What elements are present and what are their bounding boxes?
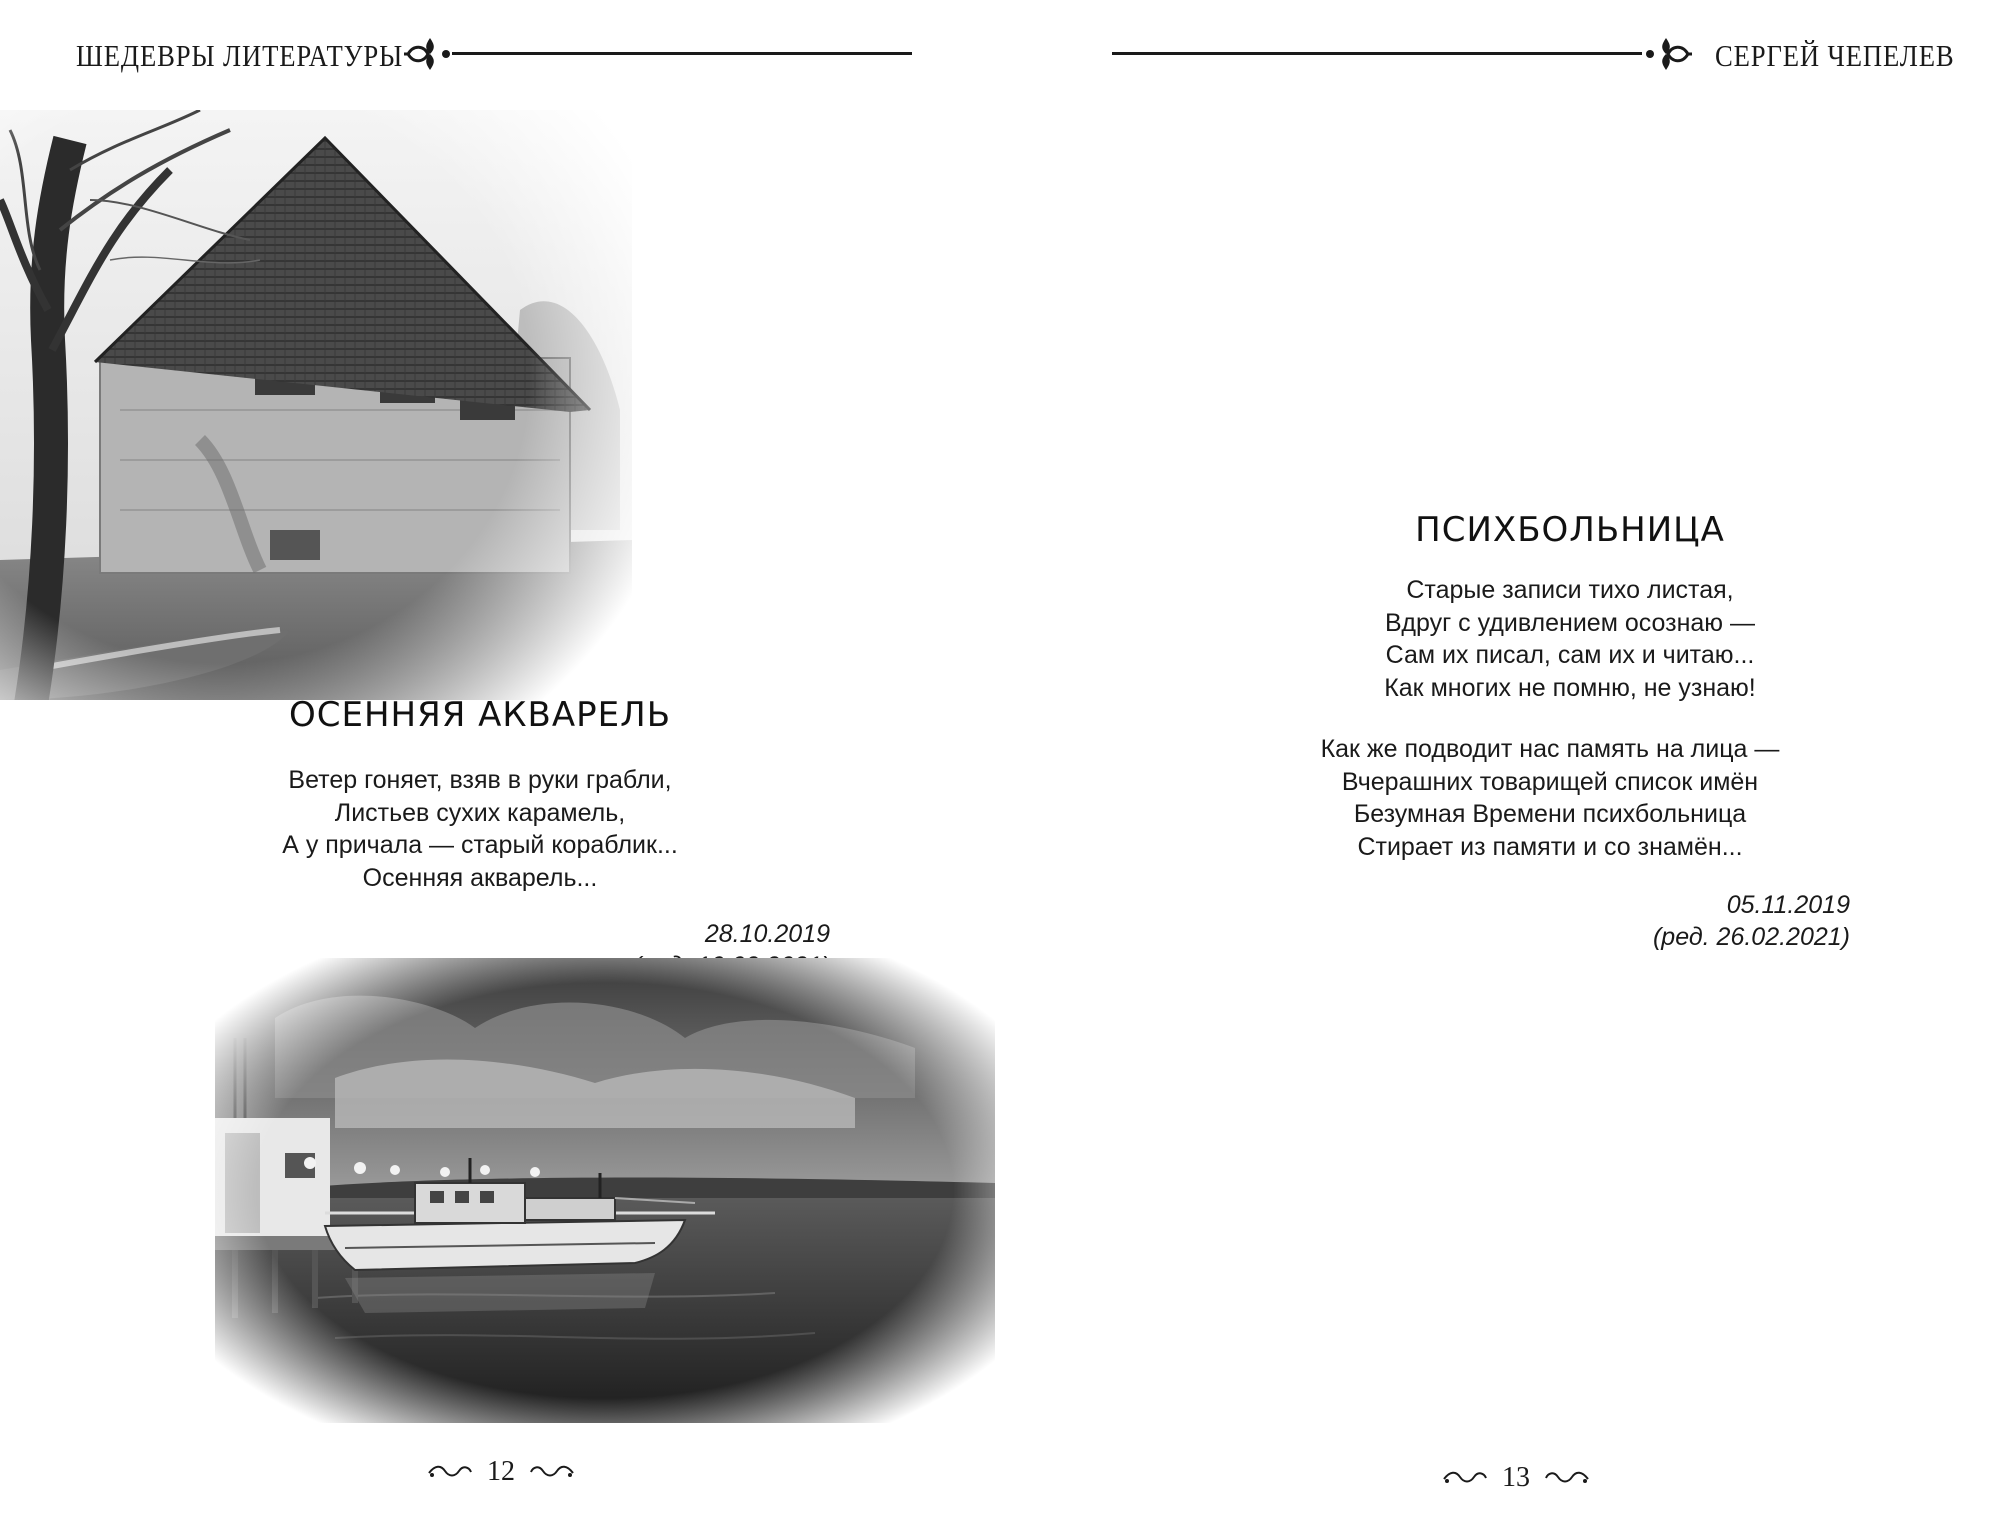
autumn-house-photo <box>0 110 632 700</box>
poem-line: А у причала — старый кораблик... <box>282 831 678 859</box>
poem-line: Вдруг с удивлением осознаю — <box>1384 608 1756 637</box>
poem-date-right <box>1570 889 1850 953</box>
poem-line: Ветер гоняет, взяв в руки грабли, <box>288 766 672 794</box>
swash-right-icon <box>1544 1469 1590 1487</box>
swash-left-icon <box>427 1463 473 1481</box>
date-written: 05.11.2019 <box>1726 891 1850 919</box>
poem-title-left: ОСЕННЯЯ АКВАРЕЛЬ <box>288 695 672 735</box>
fleur-ornament-icon <box>1638 34 1694 74</box>
poem-line: Как же подводит нас память на лица — <box>1320 735 1780 763</box>
running-head-right: СЕРГЕЙ ЧЕПЕЛЕВ <box>1714 38 1954 73</box>
poem-line: Вчерашних товарищей список имён <box>1341 767 1759 796</box>
fleur-ornament-icon <box>402 34 458 74</box>
page-number-left <box>427 1456 575 1488</box>
header-rule-right <box>1112 52 1642 55</box>
poem-line: Сам их писал, сам их и читаю... <box>1385 641 1755 669</box>
poem-line: Стирает из памяти и со знамён... <box>1357 832 1743 861</box>
running-head-left: ШЕДЕВРЫ ЛИТЕРАТУРЫ <box>76 38 404 73</box>
poem-line: Старые записи тихо листая, <box>1406 576 1734 604</box>
date-written: 28.10.2019 <box>704 920 830 948</box>
page-number: 12 <box>487 1456 515 1487</box>
poem-line: Безумная Времени психбольница <box>1353 800 1747 828</box>
swash-right-icon <box>529 1463 575 1481</box>
date-edited: (ред. 26.02.2021) <box>1652 923 1850 951</box>
poem-line: Как многих не помню, не узнаю! <box>1384 673 1756 702</box>
poem-title-right: ПСИХБОЛЬНИЦА <box>1415 510 1725 550</box>
page-number: 13 <box>1502 1462 1530 1493</box>
right-page <box>1000 0 2000 1520</box>
poem-line: Листьев сухих карамель, <box>334 798 626 827</box>
poem-line: Осенняя акварель... <box>362 863 598 892</box>
swash-left-icon <box>1442 1469 1488 1487</box>
page-number-right <box>1442 1462 1590 1494</box>
boat-pier-photo <box>215 958 995 1423</box>
poem-stanza-1-right <box>1310 574 1830 704</box>
header-rule-left <box>452 52 912 55</box>
poem-stanza-left <box>230 764 730 894</box>
poem-stanza-2-right <box>1270 733 1830 863</box>
